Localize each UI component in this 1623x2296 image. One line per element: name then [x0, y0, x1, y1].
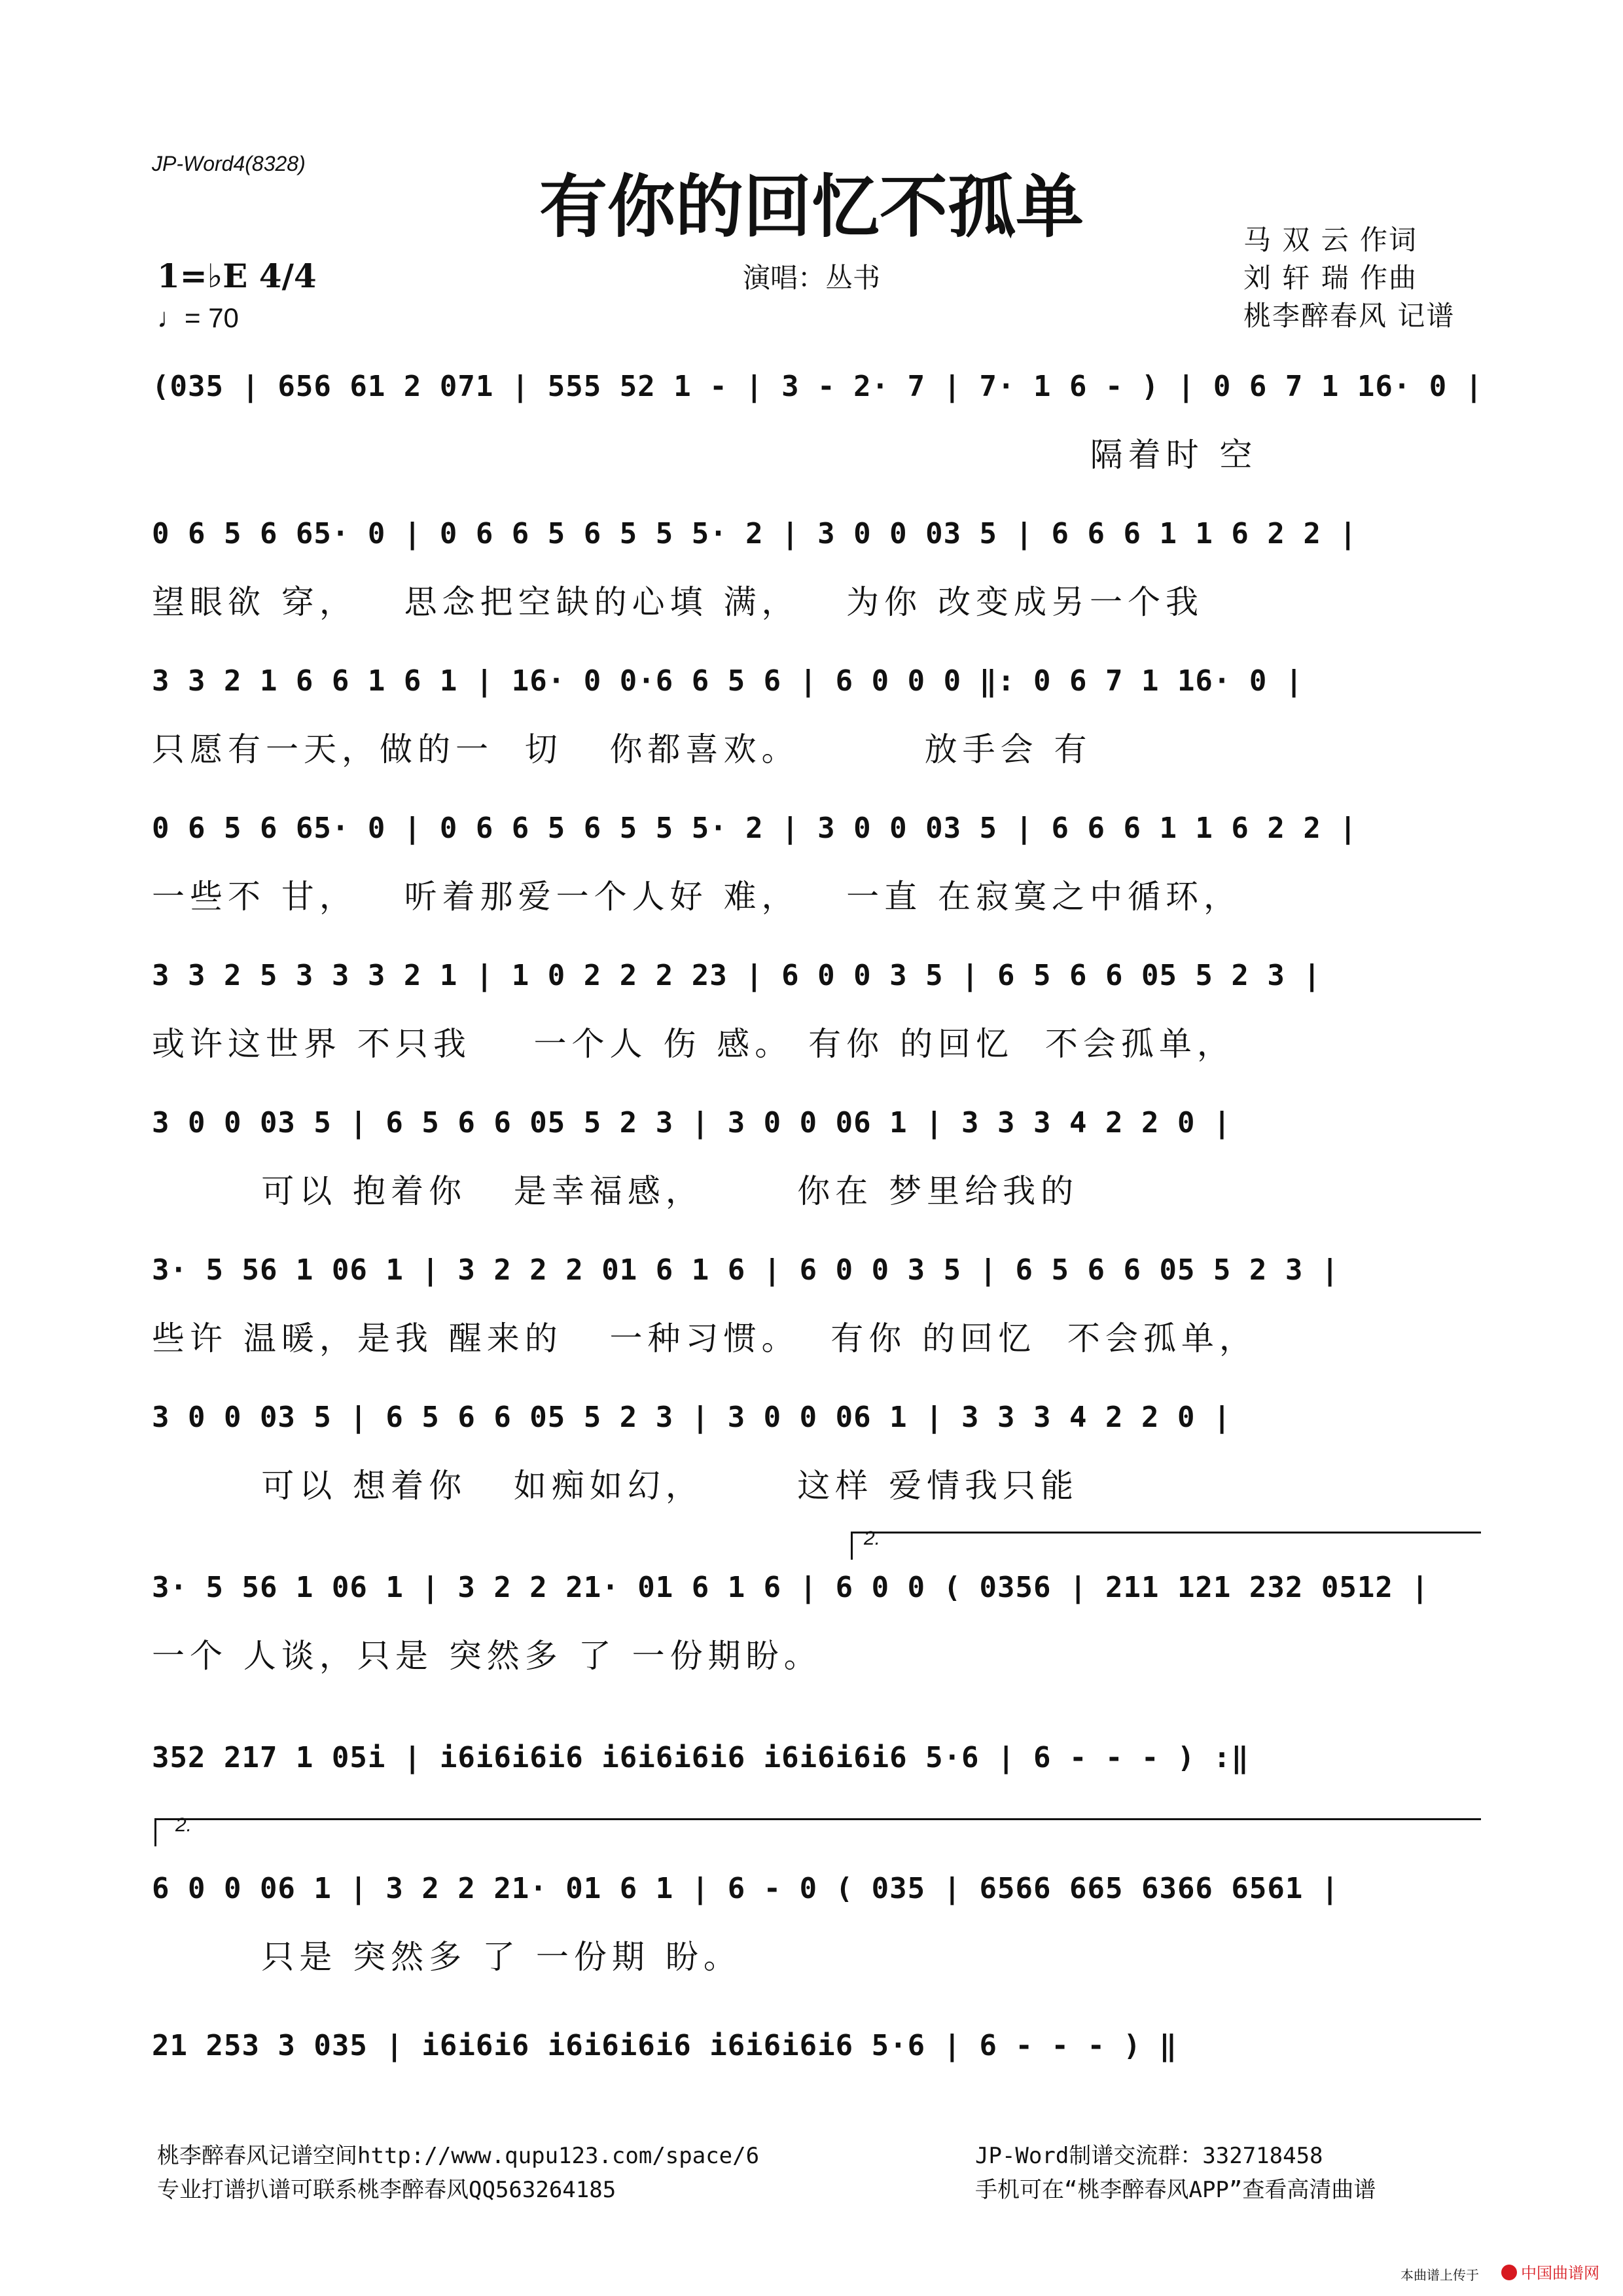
- lyric-row: 可以 抱着你 是幸福感， 你在 梦里给我的: [152, 1172, 1079, 1210]
- lyric-row: 隔着时 空: [152, 436, 1258, 474]
- lyric-row: 些许 温暖，是我 醒来的 一种习惯。 有你 的回忆 不会孤单，: [152, 1319, 1257, 1357]
- lyric-row: 只愿有一天，做的一 切 你都喜欢。 放手会 有: [152, 730, 1092, 768]
- key-signature: 1=♭E 4/4: [157, 257, 317, 295]
- lyric-row: 可以 想着你 如痴如幻， 这样 爱情我只能: [152, 1467, 1079, 1505]
- volta-label-first: 2.: [864, 1528, 881, 1549]
- lyric-row: 望眼欲 穿， 思念把空缺的心填 满， 为你 改变成另一个我: [152, 583, 1204, 621]
- notation-row: 21 253 3 035 | i6i6i6 i6i6i6i6 i6i6i6i6 5·6 | 6 - - - ) ‖: [152, 2029, 1177, 2062]
- volta-bracket-second: [154, 1818, 1481, 1846]
- site-logo-text: 中国曲谱网: [1521, 2264, 1599, 2282]
- tempo-marking: ♩= 70: [157, 302, 239, 333]
- footer-right-line1: JP-Word制谱交流群：332718458: [975, 2143, 1323, 2169]
- composer-credit: 刘 轩 瑞 作曲: [1243, 262, 1418, 294]
- volta-label-second: 2.: [175, 1814, 192, 1836]
- notation-row: 3 3 2 5 3 3 3 2 1 | 1 0 2 2 2 23 | 6 0 0 3 5 | 6 5 6 6 05 5 2 3 |: [152, 959, 1321, 992]
- footer-right-line2: 手机可在“桃李醉春风APP”查看高清曲谱: [975, 2177, 1376, 2203]
- lyric-row: 一些不 甘， 听着那爱一个人好 难， 一直 在寂寞之中循环，: [152, 878, 1242, 916]
- software-label: JP-Word4(8328): [152, 152, 306, 175]
- volta-bracket-first: [851, 1532, 1481, 1560]
- notation-row: 3 0 0 03 5 | 6 5 6 6 05 5 2 3 | 3 0 0 06 1 | 3 3 3 4 2 2 0 |: [152, 1401, 1232, 1434]
- notation-row: (035 | 656 61 2 071 | 555 52 1 - | 3 - 2· 7 | 7· 1 6 - ) | 0 6 7 1 16· 0 |: [152, 370, 1484, 403]
- lyric-row: 或许这世界 不只我 一个人 伤 感。 有你 的回忆 不会孤单，: [152, 1025, 1235, 1063]
- notation-row: 352 217 1 05i | i6i6i6i6 i6i6i6i6 i6i6i6i6 5·6 | 6 - - - ) :‖: [152, 1741, 1249, 1774]
- notation-row: 0 6 5 6 65· 0 | 0 6 6 5 6 5 5 5· 2 | 3 0 0 03 5 | 6 6 6 1 1 6 2 2 |: [152, 517, 1357, 550]
- notation-row: 3· 5 56 1 06 1 | 3 2 2 21· 01 6 1 6 | 6 0 0 ( 0356 | 211 121 232 0512 |: [152, 1571, 1429, 1604]
- song-title: 有你的回忆不孤单: [539, 167, 1084, 247]
- transcriber-credit: 桃李醉春风 记谱: [1243, 300, 1455, 332]
- notation-row: 3 0 0 03 5 | 6 5 6 6 05 5 2 3 | 3 0 0 06 1 | 3 3 3 4 2 2 0 |: [152, 1106, 1232, 1139]
- notation-row: 3 3 2 1 6 6 1 6 1 | 16· 0 0·6 6 5 6 | 6 0 0 0 ‖: 0 6 7 1 16· 0 |: [152, 664, 1304, 698]
- footer-left-line2: 专业打谱扒谱可联系桃李醉春风QQ563264185: [157, 2177, 616, 2203]
- singer-label: 演唱：丛书: [742, 262, 880, 294]
- footer-left-line1: 桃李醉春风记谱空间http://www.qupu123.com/space/6: [157, 2143, 760, 2169]
- notation-row: 6 0 0 06 1 | 3 2 2 21· 01 6 1 | 6 - 0 ( 035 | 6566 665 6366 6561 |: [152, 1872, 1340, 1905]
- lyric-row: 只是 突然多 了 一份期 盼。: [152, 1938, 741, 1976]
- upload-note: 本曲谱上传于: [1400, 2267, 1479, 2283]
- notation-row: 3· 5 56 1 06 1 | 3 2 2 2 01 6 1 6 | 6 0 0 3 5 | 6 5 6 6 05 5 2 3 |: [152, 1253, 1340, 1287]
- site-logo-icon: [1499, 2259, 1610, 2286]
- lyricist-credit: 马 双 云 作词: [1243, 224, 1418, 256]
- lyric-row: 一个 人谈，只是 突然多 了 一份期盼。: [152, 1637, 822, 1675]
- notation-row: 0 6 5 6 65· 0 | 0 6 6 5 6 5 5 5· 2 | 3 0 0 03 5 | 6 6 6 1 1 6 2 2 |: [152, 812, 1357, 845]
